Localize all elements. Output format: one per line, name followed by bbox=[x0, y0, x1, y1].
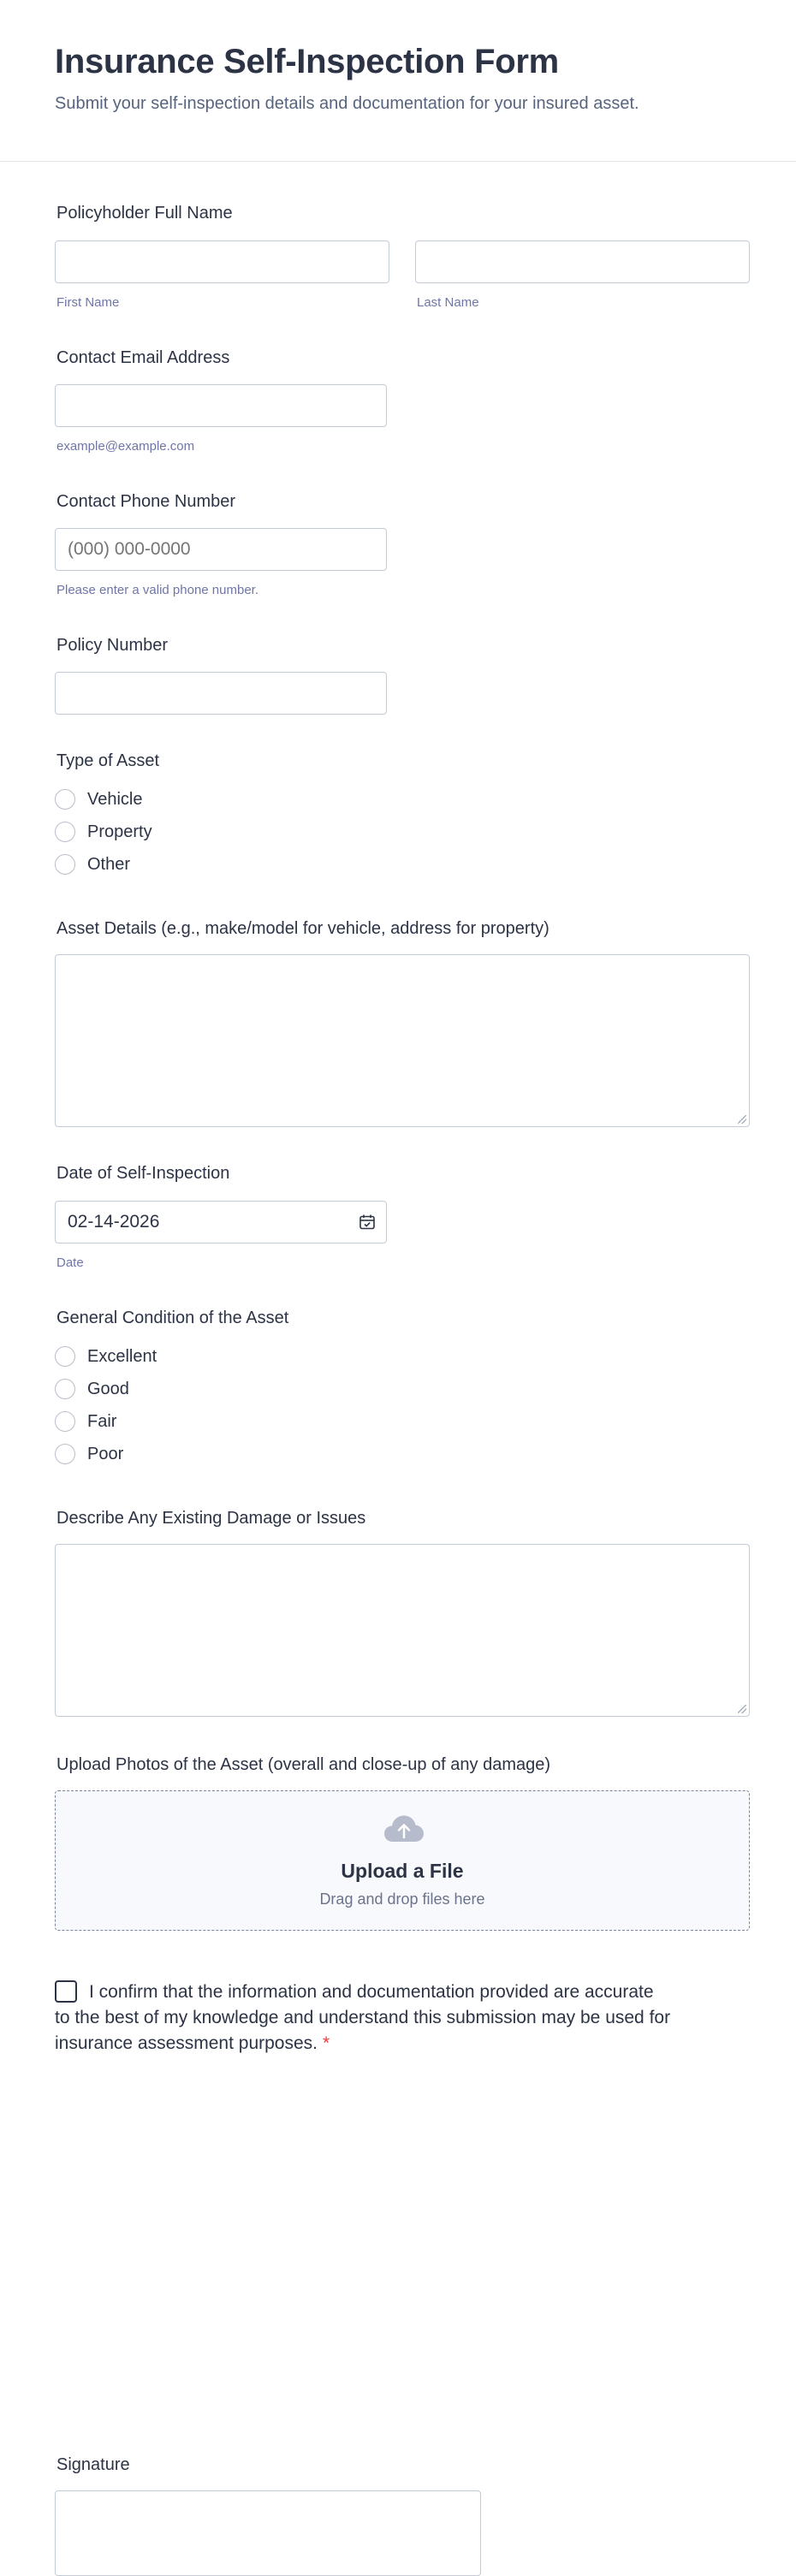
first-name-sublabel: First Name bbox=[56, 295, 120, 310]
policy-number-label: Policy Number bbox=[56, 636, 169, 655]
radio-label: Excellent bbox=[87, 1347, 157, 1366]
resize-grip-icon[interactable] bbox=[738, 1115, 746, 1124]
signature-pad[interactable] bbox=[55, 2490, 481, 2576]
form-title: Insurance Self-Inspection Form bbox=[55, 43, 559, 80]
cloud-upload-icon bbox=[383, 1813, 425, 1844]
radio-label: Good bbox=[87, 1380, 129, 1398]
required-asterisk: * bbox=[323, 2033, 330, 2053]
radio-label: Fair bbox=[87, 1412, 117, 1431]
asset-details-textarea[interactable] bbox=[55, 954, 750, 1127]
upload-title: Upload a File bbox=[341, 1860, 464, 1882]
file-upload-dropzone[interactable] bbox=[55, 1790, 750, 1931]
damage-label: Describe Any Existing Damage or Issues bbox=[56, 1509, 366, 1528]
phone-input[interactable] bbox=[55, 528, 387, 571]
policyholder-name-label: Policyholder Full Name bbox=[56, 204, 233, 223]
consent-text-block bbox=[55, 1979, 671, 2057]
upload-label: Upload Photos of the Asset (overall and close-up of any damage) bbox=[56, 1755, 551, 1774]
consent-text: I confirm that the information and documentation provided are accurate to the best of my knowledge and understand this submission may be used for insurance assessment purposes. bbox=[55, 1982, 671, 2053]
radio-label: Property bbox=[87, 822, 152, 841]
inspection-date-value: 02-14-2026 bbox=[68, 1212, 160, 1232]
upload-subtitle: Drag and drop files here bbox=[319, 1890, 485, 1908]
inspection-date-label: Date of Self-Inspection bbox=[56, 1164, 230, 1183]
radio-label: Poor bbox=[87, 1445, 124, 1463]
radio-button[interactable] bbox=[55, 1346, 75, 1367]
radio-button[interactable] bbox=[55, 854, 75, 875]
form-subtitle: Submit your self-inspection details and documentation for your insured asset. bbox=[55, 94, 639, 113]
radio-button[interactable] bbox=[55, 1411, 75, 1432]
radio-button[interactable] bbox=[55, 1379, 75, 1399]
last-name-sublabel: Last Name bbox=[417, 295, 479, 310]
inspection-date-sublabel: Date bbox=[56, 1255, 84, 1270]
asset-type-label: Type of Asset bbox=[56, 751, 160, 770]
policy-number-input[interactable] bbox=[55, 672, 387, 715]
condition-label: General Condition of the Asset bbox=[56, 1309, 289, 1327]
email-label: Contact Email Address bbox=[56, 348, 230, 367]
radio-button[interactable] bbox=[55, 1444, 75, 1464]
phone-label: Contact Phone Number bbox=[56, 492, 236, 511]
email-input[interactable] bbox=[55, 384, 387, 427]
calendar-icon[interactable] bbox=[359, 1214, 376, 1231]
email-sublabel: example@example.com bbox=[56, 439, 195, 454]
damage-textarea[interactable] bbox=[55, 1544, 750, 1717]
resize-grip-icon[interactable] bbox=[738, 1705, 746, 1713]
last-name-input[interactable] bbox=[415, 240, 750, 283]
signature-label: Signature bbox=[56, 2455, 130, 2474]
asset-details-label: Asset Details (e.g., make/model for vehicle, address for property) bbox=[56, 919, 549, 938]
radio-label: Vehicle bbox=[87, 790, 143, 809]
first-name-input[interactable] bbox=[55, 240, 389, 283]
inspection-date-input[interactable] bbox=[55, 1201, 387, 1243]
phone-sublabel: Please enter a valid phone number. bbox=[56, 583, 258, 597]
radio-button[interactable] bbox=[55, 789, 75, 810]
form-header bbox=[0, 0, 796, 162]
radio-button[interactable] bbox=[55, 822, 75, 842]
radio-label: Other bbox=[87, 855, 131, 874]
